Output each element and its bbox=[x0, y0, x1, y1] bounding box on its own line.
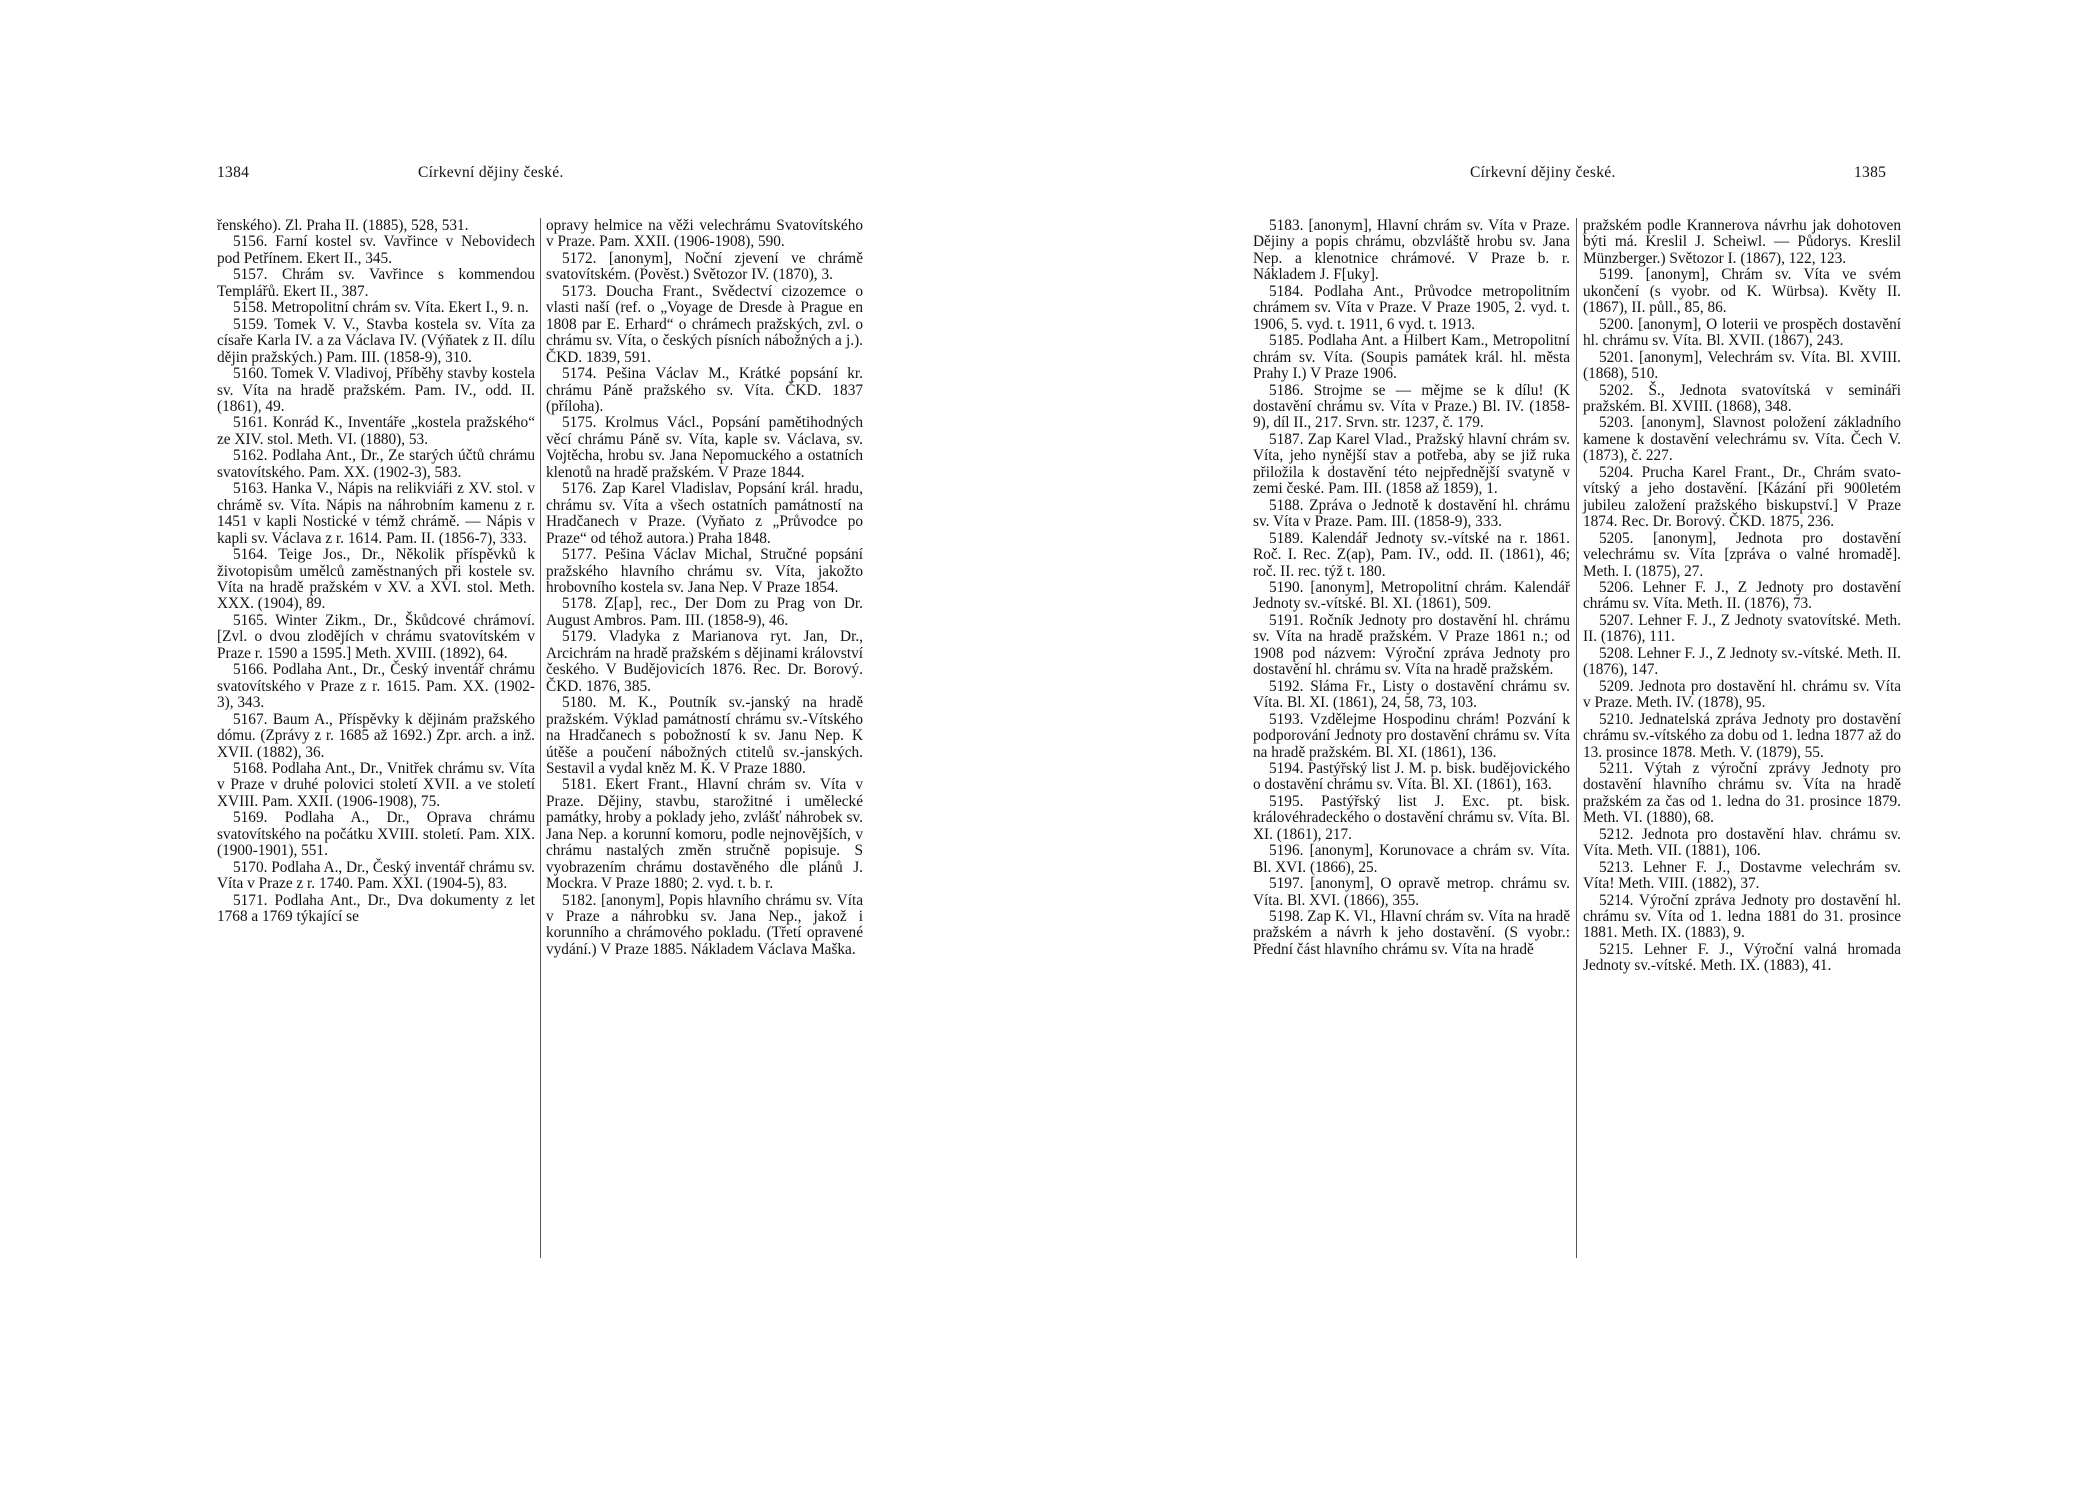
bibliography-entry: 5156. Farní kostel sv. Vavřince v Nebovidech pod Petřínem. Ekert II., 345. bbox=[217, 233, 535, 267]
bibliography-entry: 5185. Podlaha Ant. a Hilbert Kam., Metropolitní chrám sv. Víta. (Soupis památek král. hl. města Prahy I.) V Praze 1906. bbox=[1253, 332, 1570, 383]
bibliography-entry: 5180. M. K., Poutník sv.-janský na hradě pražském. Výklad památností chrámu sv.-Vítského na Hradčanech s pobožností k sv. Janu Nep. K útěše a poučení nábožných ctitelů sv.-janských. Sestavil a vydal kněz M. K. V Praze 1880. bbox=[546, 694, 863, 777]
bibliography-entry: 5164. Teige Jos., Dr., Několik příspěvků k životopisům umělců zaměstnaných při kostele sv. Víta na hradě pražském v XV. a XVI. stol. Meth. XXX. (1904), 89. bbox=[217, 546, 535, 613]
bibliography-entry: 5211. Výtah z výroční zprávy Jednoty pro dostavění hlavního chrámu sv. Víta na hradě pražském za čas od 1. ledna do 31. prosince 1879. Meth. VI. (1880), 68. bbox=[1583, 759, 1901, 827]
bibliography-entry: 5184. Podlaha Ant., Průvodce metropolitním chrámem sv. Víta v Praze. V Praze 1905, 2. vyd. t. 1906, 5. vyd. t. 1911, 6 vyd. t. 1913. bbox=[1253, 282, 1570, 333]
bibliography-entry: 5166. Podlaha Ant., Dr., Český inventář chrámu svatovítského v Praze z r. 1615. Pam. XX. (1902-3), 343. bbox=[217, 661, 535, 712]
bibliography-entry: 5186. Strojme se — mějme se k dílu! (K dostavění chrámu sv. Víta v Praze.) Bl. IV. (1858-9), díl II., 217. Srvn. str. 1237, č. 179. bbox=[1253, 381, 1570, 432]
bibliography-entry: 5178. Z[ap], rec., Der Dom zu Prag von Dr. August Ambros. Pam. III. (1858-9), 46. bbox=[546, 595, 863, 629]
bibliography-entry: 5201. [anonym], Velechrám sv. Víta. Bl. XVIII. (1868), 510. bbox=[1583, 348, 1901, 383]
bibliography-entry: 5209. Jednota pro dostavění hl. chrámu sv. Víta v Praze. Meth. IV. (1878), 95. bbox=[1583, 677, 1901, 712]
bibliography-entry: pražském podle Krannerova návrhu jak dohotoven býti má. Kreslil J. Scheiwl. — Půdorys. Kreslil Münzberger.) Světozor I. (1867), 122, 123. bbox=[1583, 217, 1901, 267]
bibliography-entry: 5187. Zap Karel Vlad., Pražský hlavní chrám sv. Víta, jeho nynější stav a potřeba, aby se již ruka přiložila k dostavění této nejpřednější svatyně v zemi české. Pam. III. (1858 až 1859), 1. bbox=[1253, 430, 1570, 498]
column-divider-right bbox=[1576, 218, 1577, 1258]
left-page-column-2 bbox=[546, 218, 863, 958]
bibliography-entry: 5190. [anonym], Metropolitní chrám. Kalendář Jednoty sv.-vítské. Bl. XI. (1861), 509. bbox=[1253, 578, 1570, 613]
bibliography-entry: 5198. Zap K. Vl., Hlavní chrám sv. Víta na hradě pražském a návrh k jeho dostavění. (S vyobr.: Přední část hlavního chrámu sv. Víta na hradě bbox=[1253, 908, 1570, 958]
left-page-column-1 bbox=[217, 218, 535, 925]
bibliography-entry: 5200. [anonym], O loterii ve prospěch dostavění hl. chrámu sv. Víta. Bl. XVII. (1867), 243. bbox=[1583, 315, 1901, 350]
bibliography-entry: 5204. Prucha Karel Frant., Dr., Chrám svato-vítský a jeho dostavění. [Kázání při 900letém jubileu založení pražského biskupství.] V Praze 1874. Rec. Dr. Borový. ČKD. 1875, 236. bbox=[1583, 463, 1901, 531]
bibliography-entry: 5159. Tomek V. V., Stavba kostela sv. Víta za císaře Karla IV. a za Václava IV. (Výňatek z II. dílu dějin pražských.) Pam. III. (1858-9), 310. bbox=[217, 315, 535, 366]
bibliography-entry: 5208. Lehner F. J., Z Jednoty sv.-vítské. Meth. II. (1876), 147. bbox=[1583, 644, 1901, 679]
bibliography-entry: 5182. [anonym], Popis hlavního chrámu sv. Víta v Praze a náhrobku sv. Jana Nep., jakož i korunního a chrámového pokladu. (Třetí opravené vydání.) V Praze 1885. Nákladem Václava Maška. bbox=[546, 891, 863, 958]
bibliography-entry: 5199. [anonym], Chrám sv. Víta ve svém ukončení (s vyobr. od K. Würbsa). Květy II. (1867), II. půll., 85, 86. bbox=[1583, 266, 1901, 317]
bibliography-entry: 5157. Chrám sv. Vavřince s kommendou Templářů. Ekert II., 387. bbox=[217, 266, 535, 300]
bibliography-entry: 5181. Ekert Frant., Hlavní chrám sv. Víta v Praze. Dějiny, stavbu, starožitné i umělecké památky, hroby a poklady jeho, zvlášť náhrobek sv. Jana Nep. a korunní komoru, podle nejnovějších, v chrámu nastalých změn stručně popisuje. S vyobrazením chrámu dostavěného dle plánů J. Mockra. V Praze 1880; 2. vyd. t. b. r. bbox=[546, 776, 863, 893]
bibliography-entry: 5174. Pešina Václav M., Krátké popsání kr. chrámu Páně pražského sv. Víta. ČKD. 1837 (příloha). bbox=[546, 365, 863, 415]
bibliography-entry: 5210. Jednatelská zpráva Jednoty pro dostavění chrámu sv.-vítského za dobu od 1. ledna 1877 až do 13. prosince 1878. Meth. V. (1879), 55. bbox=[1583, 710, 1901, 761]
page-number-left: 1384 bbox=[217, 164, 250, 181]
bibliography-entry: 5192. Sláma Fr., Listy o dostavění chrámu sv. Víta. Bl. XI. (1861), 24, 58, 73, 103. bbox=[1253, 677, 1570, 712]
running-title-left: Církevní dějiny české. bbox=[418, 164, 564, 181]
bibliography-entry: 5163. Hanka V., Nápis na relikviáři z XV. stol. v chrámě sv. Víta. Nápis na náhrobním kamenu z r. 1451 v kapli Nostické v témž chrámě. — Nápis v kapli sv. Václava z r. 1614. Pam. II. (1856-7), 333. bbox=[217, 480, 535, 547]
bibliography-entry: 5177. Pešina Václav Michal, Stručné popsání pražského hlavního chrámu sv. Víta, jakožto hrobovního kostela sv. Jana Nep. V Praze 1854. bbox=[546, 546, 863, 596]
bibliography-entry: 5175. Krolmus Václ., Popsání pamětihodných věcí chrámu Páně sv. Víta, kaple sv. Václava, sv. Vojtěcha, hrobu sv. Jana Nepomuckého a ostatních klenotů na hradě pražském. V Praze 1844. bbox=[546, 414, 863, 481]
bibliography-entry: 5195. Pastýřský list J. Exc. pt. bisk. královéhradeckého o dostavění chrámu sv. Víta. Bl. XI. (1861), 217. bbox=[1253, 792, 1570, 843]
bibliography-entry: 5165. Winter Zikm., Dr., Škůdcové chrámoví. [Zvl. o dvou zlodějích v chrámu svatovítském v Praze r. 1590 a 1595.] Meth. XVIII. (1892), 64. bbox=[217, 611, 535, 662]
bibliography-entry: 5188. Zpráva o Jednotě k dostavění hl. chrámu sv. Víta v Praze. Pam. III. (1858-9), 333. bbox=[1253, 496, 1570, 531]
bibliography-entry: 5161. Konrád K., Inventáře „kostela pražského“ ze XIV. stol. Meth. VI. (1880), 53. bbox=[217, 414, 535, 448]
bibliography-entry: 5173. Doucha Frant., Svědectví cizozemce o vlasti naší (ref. o „Voyage de Dresde à Prague en 1808 par E. Erhard“ o chrámech pražských, zvl. o chrámu sv. Víta, o českých písních nábožných a j.). ČKD. 1839, 591. bbox=[546, 282, 863, 366]
bibliography-entry: 5196. [anonym], Korunovace a chrám sv. Víta. Bl. XVI. (1866), 25. bbox=[1253, 842, 1570, 876]
bibliography-entry: 5214. Výroční zpráva Jednoty pro dostavění hl. chrámu sv. Víta od 1. ledna 1881 do 31. prosince 1881. Meth. IX. (1883), 9. bbox=[1583, 891, 1901, 942]
bibliography-entry: opravy helmice na věži velechrámu Svatovítského v Praze. Pam. XXII. (1906-1908), 590. bbox=[546, 217, 863, 251]
bibliography-entry: 5202. Š., Jednota svatovítská v semináři pražském. Bl. XVIII. (1868), 348. bbox=[1583, 381, 1901, 415]
bibliography-entry: 5207. Lehner F. J., Z Jednoty svatovítské. Meth. II. (1876), 111. bbox=[1583, 611, 1901, 646]
column-divider-left bbox=[540, 218, 541, 1258]
bibliography-entry: řenského). Zl. Praha II. (1885), 528, 531. bbox=[217, 217, 469, 234]
bibliography-entry: 5206. Lehner F. J., Z Jednoty pro dostavění chrámu sv. Víta. Meth. II. (1876), 73. bbox=[1583, 578, 1901, 613]
bibliography-entry: 5215. Lehner F. J., Výroční valná hromada Jednoty sv.-vítské. Meth. IX. (1883), 41. bbox=[1583, 940, 1901, 975]
bibliography-entry: 5170. Podlaha A., Dr., Český inventář chrámu sv. Víta v Praze z r. 1740. Pam. XXI. (1904-5), 83. bbox=[217, 858, 535, 893]
bibliography-entry: 5167. Baum A., Příspěvky k dějinám pražského dómu. (Zprávy z r. 1685 až 1692.) Zpr. arch. a inž. XVII. (1882), 36. bbox=[217, 710, 535, 761]
page-number-right: 1385 bbox=[1854, 164, 1887, 181]
bibliography-entry: 5197. [anonym], O opravě metrop. chrámu sv. Víta. Bl. XVI. (1866), 355. bbox=[1253, 875, 1570, 909]
bibliography-entry: 5213. Lehner F. J., Dostavme velechrám sv. Víta! Meth. VIII. (1882), 37. bbox=[1583, 858, 1901, 893]
bibliography-entry: 5169. Podlaha A., Dr., Oprava chrámu svatovítského na počátku XVIII. století. Pam. XIX. (1900-1901), 551. bbox=[217, 809, 535, 860]
bibliography-entry: 5162. Podlaha Ant., Dr., Ze starých účtů chrámu svatovítského. Pam. XX. (1902-3), 583. bbox=[217, 447, 535, 481]
running-title-right: Církevní dějiny české. bbox=[1470, 164, 1616, 181]
bibliography-entry: 5158. Metropolitní chrám sv. Víta. Ekert I., 9. n. bbox=[233, 299, 529, 317]
bibliography-entry: 5160. Tomek V. Vladivoj, Příběhy stavby kostela sv. Víta na hradě pražském. Pam. IV., odd. II. (1861), 49. bbox=[217, 365, 535, 415]
bibliography-entry: 5176. Zap Karel Vladislav, Popsání král. hradu, chrámu sv. Víta a všech ostatních památností na Hradčanech v Praze. (Vyňato z „Průvodce po Praze“ od téhož autora.) Praha 1848. bbox=[546, 480, 863, 547]
bibliography-entry: 5179. Vladyka z Marianova ryt. Jan, Dr., Arcichrám na hradě pražském s dějinami království českého. V Budějovicích 1876. Rec. Dr. Borový. ČKD. 1876, 385. bbox=[546, 628, 863, 695]
bibliography-entry: 5168. Podlaha Ant., Dr., Vnitřek chrámu sv. Víta v Praze v druhé polovici století XVII. a ve století XVIII. Pam. XXII. (1906-1908), 75. bbox=[217, 759, 535, 810]
right-page-column-2 bbox=[1583, 218, 1901, 975]
bibliography-entry: 5203. [anonym], Slavnost položení základního kamene k dostavění velechrámu sv. Víta. Čech V. (1873), č. 227. bbox=[1583, 414, 1901, 465]
bibliography-entry: 5189. Kalendář Jednoty sv.-vítské na r. 1861. Roč. I. Rec. Z(ap), Pam. IV., odd. II. (1861), 46; roč. II. rec. týž t. 180. bbox=[1253, 529, 1570, 580]
bibliography-entry: 5212. Jednota pro dostavění hlav. chrámu sv. Víta. Meth. VII. (1881), 106. bbox=[1583, 825, 1901, 860]
bibliography-entry: 5205. [anonym], Jednota pro dostavění velechrámu sv. Víta [zpráva o valné hromadě]. Meth. I. (1875), 27. bbox=[1583, 529, 1901, 580]
bibliography-entry: 5183. [anonym], Hlavní chrám sv. Víta v Praze. Dějiny a popis chrámu, obzvláště hrobu sv. Jana Nep. a klenotnice chrámové. V Praze b. r. Nákladem J. F[uky]. bbox=[1253, 217, 1570, 284]
bibliography-entry: 5172. [anonym], Noční zjevení ve chrámě svatovítském. (Pověst.) Světozor IV. (1870), 3. bbox=[546, 249, 863, 284]
bibliography-entry: 5191. Ročník Jednoty pro dostavění hl. chrámu sv. Víta na hradě pražském. V Praze 1861 n.; od 1908 pod názvem: Výroční zpráva Jednoty pro dostavění hl. chrámu sv. Víta na hradě pražském. bbox=[1253, 611, 1570, 679]
right-page-column-1 bbox=[1253, 218, 1570, 958]
bibliography-entry: 5194. Pastýřský list J. M. p. bisk. budějovického o dostavění chrámu sv. Víta. Bl. XI. (1861), 163. bbox=[1253, 759, 1570, 794]
bibliography-entry: 5171. Podlaha Ant., Dr., Dva dokumenty z let 1768 a 1769 týkající se bbox=[217, 891, 535, 926]
bibliography-entry: 5193. Vzdělejme Hospodinu chrám! Pozvání k podporování Jednoty pro dostavění chrámu sv. Víta na hradě pražském. Bl. XI. (1861), 136. bbox=[1253, 710, 1570, 761]
